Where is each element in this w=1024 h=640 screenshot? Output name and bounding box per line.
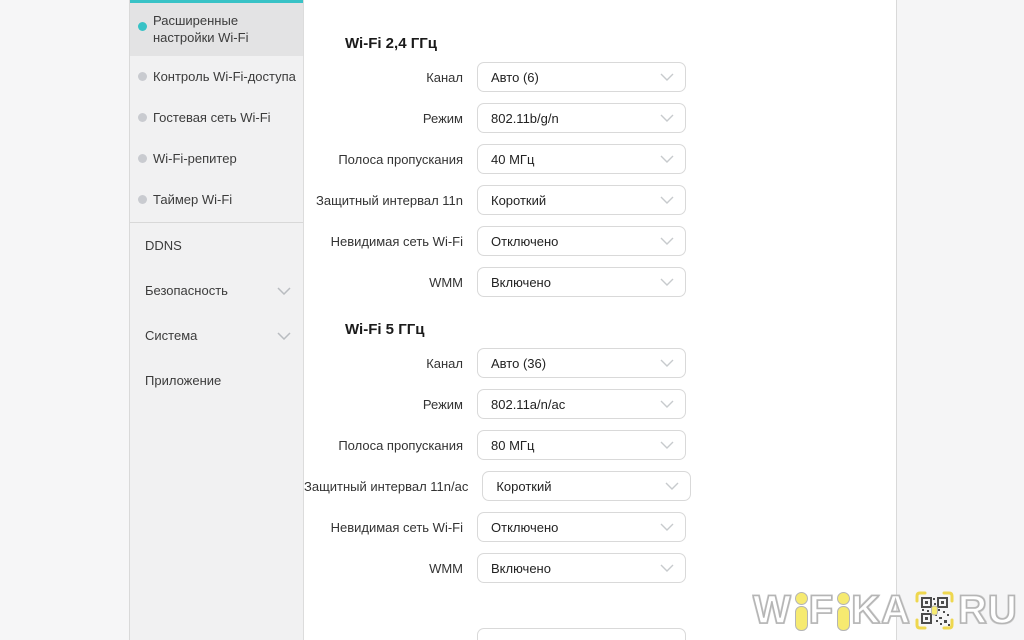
wifika-watermark xyxy=(753,584,1018,636)
select-wmm-5ghz[interactable] xyxy=(477,553,686,583)
select-channel-5ghz[interactable] xyxy=(477,348,686,378)
sidebar-item-label: Гостевая сеть Wi-Fi xyxy=(153,110,271,125)
field-row xyxy=(304,348,896,378)
bullet-icon xyxy=(138,195,147,204)
select-mode-5ghz[interactable] xyxy=(477,389,686,419)
chevron-down-icon xyxy=(660,155,674,163)
watermark-letters: RU xyxy=(957,588,1018,632)
sidebar-item-application[interactable] xyxy=(130,358,303,403)
watermark-letter: F xyxy=(808,588,835,632)
watermark-letters: KA xyxy=(851,588,911,632)
chevron-down-icon xyxy=(660,237,674,245)
sidebar-item-label: Контроль Wi-Fi-доступа xyxy=(153,69,296,84)
sidebar-item-wifi-repeater[interactable] xyxy=(130,138,303,179)
select-hidden-network-5ghz[interactable] xyxy=(477,512,686,542)
select-bandwidth-24ghz[interactable] xyxy=(477,144,686,174)
field-row xyxy=(304,471,896,501)
sidebar xyxy=(129,0,304,640)
yellow-i-dot-icon xyxy=(794,591,807,629)
select-value: 40 МГц xyxy=(491,151,535,167)
field-row xyxy=(304,144,896,174)
sidebar-item-label: Приложение xyxy=(145,373,222,388)
chevron-down-icon xyxy=(277,287,291,295)
select-value: Включено xyxy=(491,274,551,290)
select-value: Включено xyxy=(491,560,551,576)
field-label: Канал xyxy=(426,69,463,85)
select-guard-interval-5ghz[interactable] xyxy=(482,471,691,501)
select-value: Отключено xyxy=(491,519,559,535)
section-title-wifi-5ghz: Wi-Fi 5 ГГц xyxy=(345,321,425,338)
chevron-down-icon xyxy=(660,359,674,367)
select-hidden-network-24ghz[interactable] xyxy=(477,226,686,256)
chevron-down-icon xyxy=(277,332,291,340)
select-value: Авто (36) xyxy=(491,355,547,371)
sidebar-item-label: Безопасность xyxy=(145,283,228,298)
field-row xyxy=(304,226,896,256)
bullet-icon xyxy=(138,154,147,163)
sidebar-item-security[interactable] xyxy=(130,268,303,313)
chevron-down-icon xyxy=(660,114,674,122)
field-label: Канал xyxy=(426,355,463,371)
field-row xyxy=(304,62,896,92)
select-value: 802.11a/n/ac xyxy=(491,396,566,412)
active-bullet-icon xyxy=(138,22,147,31)
select-partially-visible[interactable] xyxy=(477,628,686,640)
select-value: Короткий xyxy=(491,192,547,208)
chevron-down-icon xyxy=(660,441,674,449)
main-content xyxy=(304,0,896,640)
field-row xyxy=(304,430,896,460)
select-channel-24ghz[interactable] xyxy=(477,62,686,92)
field-label: Режим xyxy=(422,110,463,126)
field-row xyxy=(304,512,896,542)
select-value: Авто (6) xyxy=(491,69,539,85)
page-right-margin xyxy=(896,0,1024,640)
field-label: Режим xyxy=(422,396,463,412)
select-guard-interval-24ghz[interactable] xyxy=(477,185,686,215)
sidebar-item-label: Wi-Fi-репитер xyxy=(153,151,237,166)
sidebar-item-label: Система xyxy=(145,328,198,343)
yellow-i-dot-icon xyxy=(836,591,849,629)
field-row xyxy=(304,267,896,297)
select-bandwidth-5ghz[interactable] xyxy=(477,430,686,460)
chevron-down-icon xyxy=(660,278,674,286)
sidebar-item-guest-wifi[interactable] xyxy=(130,97,303,138)
section-title-wifi-24ghz: Wi-Fi 2,4 ГГц xyxy=(345,35,437,52)
field-row xyxy=(304,389,896,419)
field-label: Невидимая сеть Wi-Fi xyxy=(330,233,463,249)
chevron-down-icon xyxy=(660,196,674,204)
chevron-down-icon xyxy=(660,523,674,531)
select-mode-24ghz[interactable] xyxy=(477,103,686,133)
select-value: Отключено xyxy=(491,233,559,249)
chevron-down-icon xyxy=(660,73,674,81)
chevron-down-icon xyxy=(665,482,679,490)
page-left-margin xyxy=(0,0,129,640)
field-row xyxy=(304,103,896,133)
sidebar-item-ddns[interactable] xyxy=(130,223,303,268)
select-value: Короткий xyxy=(496,478,552,494)
sidebar-item-label: Расширенные настройки Wi-Fi xyxy=(153,13,249,45)
watermark-letter: W xyxy=(753,588,792,632)
select-value: 802.11b/g/n xyxy=(491,110,559,126)
select-value: 80 МГц xyxy=(491,437,535,453)
sidebar-item-wifi-access-control[interactable] xyxy=(130,56,303,97)
sidebar-item-system[interactable] xyxy=(130,313,303,358)
field-label: Защитный интервал 11n xyxy=(315,192,463,208)
sidebar-item-label: Таймер Wi-Fi xyxy=(153,192,233,207)
select-wmm-24ghz[interactable] xyxy=(477,267,686,297)
sidebar-item-advanced-wifi-settings[interactable] xyxy=(130,0,303,56)
sidebar-item-wifi-timer[interactable] xyxy=(130,179,303,220)
bullet-icon xyxy=(138,113,147,122)
field-label: Защитный интервал 11n/ac xyxy=(304,478,469,494)
field-label: WMM xyxy=(429,274,463,290)
field-row xyxy=(304,553,896,583)
bullet-icon xyxy=(138,72,147,81)
field-label: Невидимая сеть Wi-Fi xyxy=(330,519,463,535)
chevron-down-icon xyxy=(660,564,674,572)
chevron-down-icon xyxy=(660,400,674,408)
field-label: Полоса пропускания xyxy=(338,151,463,167)
sidebar-group xyxy=(130,222,303,403)
field-row xyxy=(304,185,896,215)
field-label: WMM xyxy=(429,560,463,576)
qr-code-icon xyxy=(914,590,955,631)
sidebar-item-label: DDNS xyxy=(145,238,182,253)
field-label: Полоса пропускания xyxy=(338,437,463,453)
